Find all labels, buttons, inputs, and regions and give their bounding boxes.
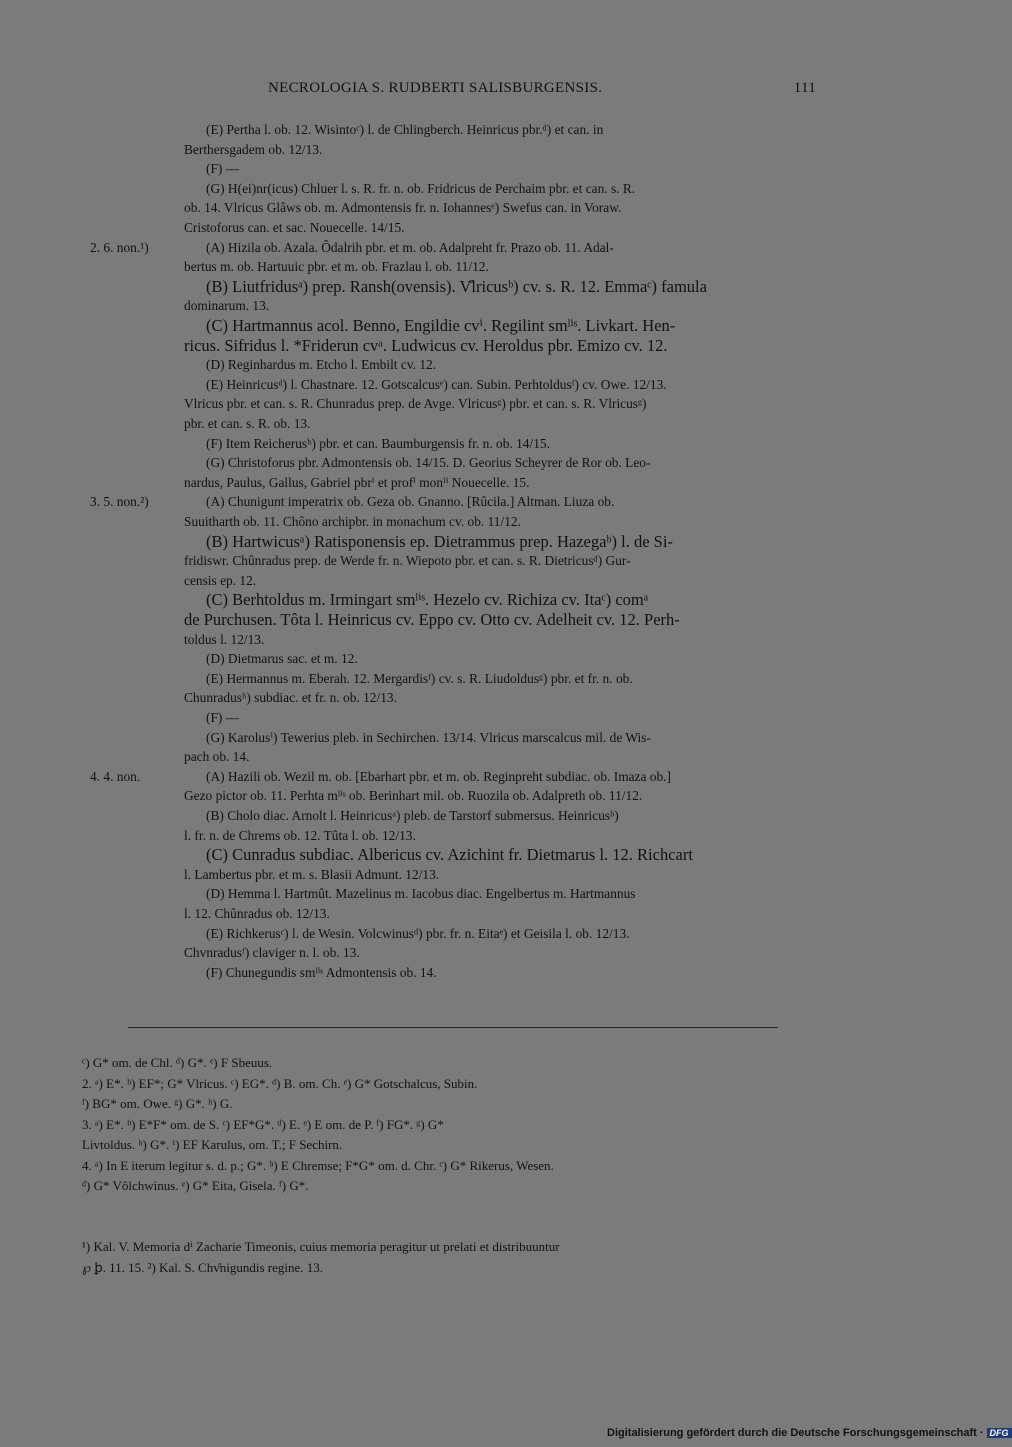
line-text: (B) Liutfridusᵃ) prep. Ransh(ovensis). V̊lricusᵇ) cv. s. R. 12. Emmaᶜ) famula — [206, 276, 707, 296]
line-text: (G) H(ei)nr(icus) Chluer l. s. R. fr. n. ob. Fridricus de Perchaim pbr. et can. s. R. — [206, 180, 636, 196]
line-text: (D) Reginhardus m. Etcho l. Embilt cv. 12. — [206, 357, 437, 373]
line-text: Cristoforus can. et sac. Nouecelle. 14/15. — [184, 220, 405, 235]
footnote-line — [82, 1177, 824, 1195]
footnote-line — [82, 1075, 824, 1093]
footnote-rule — [128, 1027, 778, 1028]
line-text: ricus. Sifridus l. *Friderun cvᵃ. Ludwicus cv. Heroldus pbr. Emizo cv. 12. — [184, 335, 668, 355]
line-text: (E) Heinricusᵈ) l. Chastnare. 12. Gotscalcusᵉ) can. Subin. Perhtoldusᶠ) cv. Owe. 12/13. — [206, 376, 667, 392]
line-text: Vlricus pbr. et can. s. R. Chunradus prep. de Avge. Vlricusᵍ) pbr. et can. s. R. Vlricusᵍ) — [184, 396, 647, 412]
line-text: (F) — — [206, 710, 240, 725]
line-text: fridiswr. Chûnradus prep. de Werde fr. n. Wiepoto pbr. et can. s. R. Dietricusᵈ) Gur- — [184, 553, 631, 569]
line-text: dominarum. 13. — [184, 298, 270, 314]
line-text: (E) Hermannus m. Eberah. 12. Mergardisᶠ) cv. s. R. Liudoldusᵍ) pbr. et fr. n. ob. — [206, 670, 633, 686]
footnote-line — [82, 1157, 824, 1175]
line-text: (G) Christoforus pbr. Admontensis ob. 14/15. D. Georius Scheyrer de Ror ob. Leo- — [206, 455, 651, 471]
line-text: ob. 14. Vlricus Glâws ob. m. Admontensis fr. n. Iohannesᵉ) Swefus can. in Voraw. — [184, 200, 622, 216]
line-text: ᵈ) G* Vôlchwinus. ᵉ) G* Eita, Gisela. ᶠ) G*. — [82, 1178, 309, 1193]
line-text: Livtoldus. ʰ) G*. ⁱ) EF Karulus, om. T.; F Sechirn. — [82, 1137, 343, 1152]
line-text: Gezo pictor ob. 11. Perhta mˡⁱˢ ob. Berinhart mil. ob. Ruozila ob. Adalpreth ob. 11/12. — [184, 788, 643, 804]
line-text: pach ob. 14. — [184, 749, 250, 765]
line-text: (D) Hemma l. Hartmût. Mazelinus m. Iacobus diac. Engelbertus m. Hartmannus — [206, 886, 636, 902]
line-text: bertus m. ob. Hartuuic pbr. et m. ob. Frazlau l. ob. 11/12. — [184, 259, 489, 275]
line-text: toldus l. 12/13. — [184, 631, 265, 647]
line-text: ᶜ) G* om. de Chl. ᵈ) G*. ᵉ) F Sbeuus. — [82, 1055, 273, 1070]
line-text: l. fr. n. de Chrems ob. 12. Tûta l. ob. 12/13. — [184, 827, 416, 843]
line-text: (E) Pertha l. ob. 12. Wisintoᶜ) l. de Chlingberch. Heinricus pbr.ᵈ) et can. in — [206, 122, 604, 137]
footnote-line — [82, 1136, 824, 1154]
line-text: l. Lambertus pbr. et m. s. Blasii Admunt. 12/13. — [184, 866, 440, 882]
line-text: ᶠ) BG* om. Owe. ᵍ) G*. ʰ) G. — [82, 1096, 233, 1111]
footer-credit — [607, 1427, 1012, 1439]
line-text: l. 12. Chûnradus ob. 12/13. — [184, 906, 330, 921]
line-text: (F) — — [206, 161, 240, 177]
line-text: (B) Hartwicusᵃ) Ratisponensis ep. Dietrammus prep. Hazegaᵇ) l. de Si- — [206, 531, 673, 551]
line-text: (G) Karolusⁱ) Tewerius pleb. in Sechirchen. 13/14. Vlricus marscalcus mil. de Wis- — [206, 729, 651, 745]
line-text: (E) Richkerusᶜ) l. de Wesin. Volcwinusᵈ) pbr. fr. n. Eitaᵉ) et Geisila l. ob. 12/13. — [206, 925, 630, 941]
footnote-line — [82, 1095, 824, 1113]
line-text: (C) Cunradus subdiac. Albericus cv. Azichint fr. Dietmarus l. 12. Richcart — [206, 845, 693, 865]
line-text: 4. ᵃ) In E iterum legitur s. d. p.; G*. ᵇ) E Chremse; F*G* om. d. Chr. ᶜ) G* Rikerus, Wesen. — [82, 1157, 554, 1173]
line-text: 2. ᵃ) E*. ᵇ) EF*; G* Vlricus. ᶜ) EG*. ᵈ) B. om. Ch. ᵉ) G* Gotschalcus, Subin. — [82, 1075, 478, 1091]
line-text: (B) Cholo diac. Arnolt l. Heinricusᵃ) pleb. de Tarstorf submersus. Heinricusᵇ) — [206, 808, 619, 823]
document-page — [82, 72, 824, 1312]
running-title: NECROLOGIA S. RUDBERTI SALISBURGENSIS. — [268, 80, 603, 96]
dfg-logo: DFG — [987, 1428, 1012, 1438]
line-text: pbr. et can. s. R. ob. 13. — [184, 416, 311, 431]
line-text: censis ep. 12. — [184, 572, 257, 588]
line-text: Suuitharth ob. 11. Chôno archipbr. in monachum cv. ob. 11/12. — [184, 514, 521, 529]
endnote-line — [82, 1259, 824, 1277]
footnote-line — [82, 1054, 824, 1072]
line-text: Berthersgadem ob. 12/13. — [184, 141, 323, 157]
line-text: (A) Hizila ob. Azala. Ôdalrih pbr. et m. ob. Adalpreht fr. Prazo ob. 11. Adal- — [206, 239, 614, 255]
line-text: (F) Item Reicherusʰ) pbr. et can. Baumburgensis fr. n. ob. 14/15. — [206, 435, 550, 451]
page-number: 111 — [793, 80, 816, 96]
endnote-line — [82, 1238, 824, 1256]
line-text: (D) Dietmarus sac. et m. 12. — [206, 651, 358, 667]
line-text: (C) Berhtoldus m. Irmingart smˡⁱˢ. Hezelo cv. Richiza cv. Itaᶜ) comᵃ — [206, 590, 649, 610]
footnote-line — [82, 1116, 824, 1134]
line-text: (A) Hazili ob. Wezil m. ob. [Ebarhart pbr. et m. ob. Reginpreht subdiac. ob. Imaza ob.] — [206, 768, 671, 784]
date-marker: 2. 6. non.¹) — [90, 239, 149, 255]
line-text: Chunradusʰ) subdiac. et fr. n. ob. 12/13. — [184, 690, 397, 706]
line-text: 3. ᵃ) E*. ᵇ) E*F* om. de S. ᶜ) EF*G*. ᵈ) E. ᵉ) E om. de P. ᶠ) FG*. ᵍ) G* — [82, 1116, 444, 1132]
date-marker: 4. 4. non. — [90, 768, 141, 784]
footer-text: Digitalisierung gefördert durch die Deutsche Forschungsgemeinschaft · — [607, 1427, 984, 1439]
line-text: Chvnradusᶠ) claviger n. l. ob. 13. — [184, 945, 360, 961]
line-text: nardus, Paulus, Gallus, Gabriel pbrⁱ et profⁱ monⁱⁱ Nouecelle. 15. — [184, 474, 530, 490]
line-text: ¹) Kal. V. Memoria dⁱ Zacharie Timeonis, cuius memoria peragitur ut prelati et distribuuntur — [82, 1239, 560, 1254]
date-marker: 3. 5. non.²) — [90, 494, 149, 510]
line-text: (A) Chunigunt imperatrix ob. Geza ob. Gnanno. [Rûcila.] Altman. Liuza ob. — [206, 494, 615, 510]
line-text: (F) Chunegundis smˡⁱˢ Admontensis ob. 14. — [206, 964, 437, 980]
line-text: de Purchusen. Tôta l. Heinricus cv. Eppo cv. Otto cv. Adelheit cv. 12. Perh- — [184, 610, 680, 629]
line-text: (C) Hartmannus acol. Benno, Engildie cvⁱ. Regilint smˡⁱˢ. Livkart. Hen- — [206, 316, 676, 335]
line-text: ℘ ꝧ. 11. 15. ²) Kal. S. Chv̊nigundis regine. 13. — [82, 1260, 323, 1275]
